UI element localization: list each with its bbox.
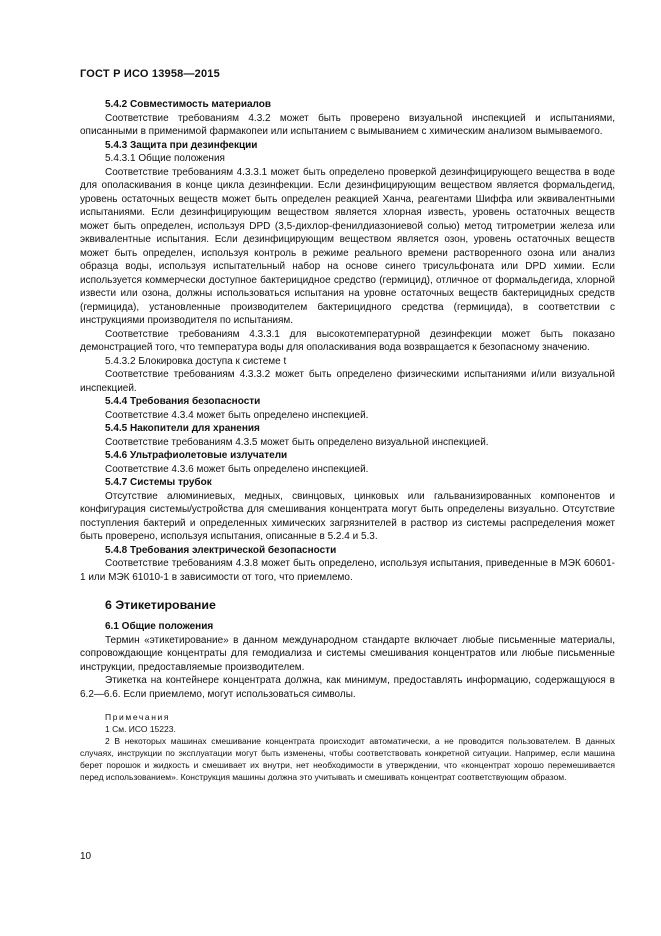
paragraph-5-4-8: Соответствие требованиям 4.3.8 может быть определено, используя испытания, приведенные в МЭК 60601-1 или МЭК 61010-1 в зависимости от того, что приемлемо. bbox=[80, 558, 615, 583]
paragraph-6-1-b: Этикетка на контейнере концентрата должна, как минимум, предоставлять информацию, содержащуюся в 6.2—6.6. Если приемлемо, могут использоваться символы. bbox=[80, 675, 615, 700]
heading-6-1: 6.1 Общие положения bbox=[105, 621, 214, 632]
note-1: 1 См. ИСО 15223. bbox=[105, 724, 176, 734]
subheading-5-4-3-2: 5.4.3.2 Блокировка доступа к системе t bbox=[105, 355, 287, 367]
paragraph-5-4-7: Отсутствие алюминиевых, медных, свинцовых, цинковых или гальванизированных компонентов и конфигурация системы/устройства для смешивания концентрата могут быть определены визуально. Отсутствие поступления бактерий и определенных химических загрязнителей в раствор из системы распределения может быть проверено, используя испытания, описанные в 5.2.4 и 5.3. bbox=[80, 490, 615, 542]
paragraph-5-4-4: Соответствие 4.3.4 может быть определено инспекцией. bbox=[105, 409, 369, 421]
paragraph-5-4-2: Соответствие требованиям 4.3.2 может быть проверено визуальной инспекцией и испытаниями, описанными в применимой фармакопеи или испытанием с вымыванием с химическим анализом вымываемого. bbox=[80, 112, 615, 137]
page-content bbox=[80, 98, 615, 783]
standard-header: ГОСТ Р ИСО 13958—2015 bbox=[80, 68, 220, 80]
paragraph-5-4-3-2: Соответствие требованиям 4.3.3.2 может быть определено физическими испытаниями и/или визуальной инспекцией. bbox=[80, 369, 615, 394]
paragraph-5-4-3-1-a: Соответствие требованиям 4.3.3.1 может быть определено проверкой дезинфицирующего вещества в воде для ополаскивания в конце цикла дезинфекции. Если дезинфицирующим веществом является формальдегид, уровень остаточных веществ может быть определен реакцией Ханча, реагентами Шиффа или эквивалентными испытаниями. Если дезинфицирующим веществом является хлорная известь, уровень остаточных веществ может быть определен, используя DPD (3,5-дихлор-фенилдиазониевой солью) метод титрометрии железа или эквивалентные испытания. Если дезинфицирующим веществом является озон, уровень остаточных веществ может быть определен, используя контроль в режиме реального времени растворенного озона или анализ образца воды, используя испытательный набор на основе синего трисульфоната или DPD химии. Если используется коммерчески доступное бактерицидное средство (гермицид), отличное от формальдегида, хлорной извести или озона, должны использоваться испытания на уровне остаточных веществ бактерицидных средств (гермицида), установленные производителем бактерицидного средства (гермицида), в соответствии с инструкциями производителя по испытаниям. bbox=[80, 166, 615, 326]
note-2: 2 В некоторых машинах смешивание концентрата происходит автоматически, а не проводится пользователем. В данных случаях, инструкции по эксплуатации могут быть изменены, чтобы соответствовать конкретной ситуации. Например, если машина берет порошок и жидкость и смешивает их внутри, нет необходимости в утверждении, что «концентрат хорошо перемешивается перед использованием». Конструкция машины должна это учитывать и смешивать концентрат соответствующим образом. bbox=[80, 736, 615, 782]
heading-5-4-3: 5.4.3 Защита при дезинфекции bbox=[105, 139, 258, 151]
paragraph-5-4-6: Соответствие 4.3.6 может быть определено инспекцией. bbox=[105, 463, 369, 475]
page-number: 10 bbox=[80, 851, 92, 862]
subheading-5-4-3-1: 5.4.3.1 Общие положения bbox=[105, 153, 225, 164]
heading-5-4-6: 5.4.6 Ультрафиолетовые излучатели bbox=[105, 450, 288, 461]
heading-5-4-8: 5.4.8 Требования электрической безопасности bbox=[105, 544, 337, 556]
heading-5-4-5: 5.4.5 Накопители для хранения bbox=[105, 423, 260, 434]
notes-block bbox=[80, 711, 615, 783]
paragraph-6-1-a: Термин «этикетирование» в данном международном стандарте включает любые письменные материалы, сопровождающие концентраты для гемодиализа и системы смешивания концентратов или любые письменные инструкции, предоставляемые производителем. bbox=[80, 634, 615, 673]
paragraph-5-4-5: Соответствие требованиям 4.3.5 может быть определено визуальной инспекцией. bbox=[105, 436, 489, 448]
heading-5-4-4: 5.4.4 Требования безопасности bbox=[105, 396, 261, 407]
heading-5-4-7: 5.4.7 Системы трубок bbox=[105, 477, 212, 488]
paragraph-5-4-3-1-b: Соответствие требованиям 4.3.3.1 для высокотемпературной дезинфекции может быть показано демонстрацией того, что температура воды для ополаскивания вода возвращается к безопасному значению. bbox=[80, 328, 615, 353]
section-6-title: 6 Этикетирование bbox=[105, 598, 216, 612]
notes-label: Примечания bbox=[105, 712, 171, 722]
heading-5-4-2: 5.4.2 Совместимость материалов bbox=[105, 99, 272, 110]
